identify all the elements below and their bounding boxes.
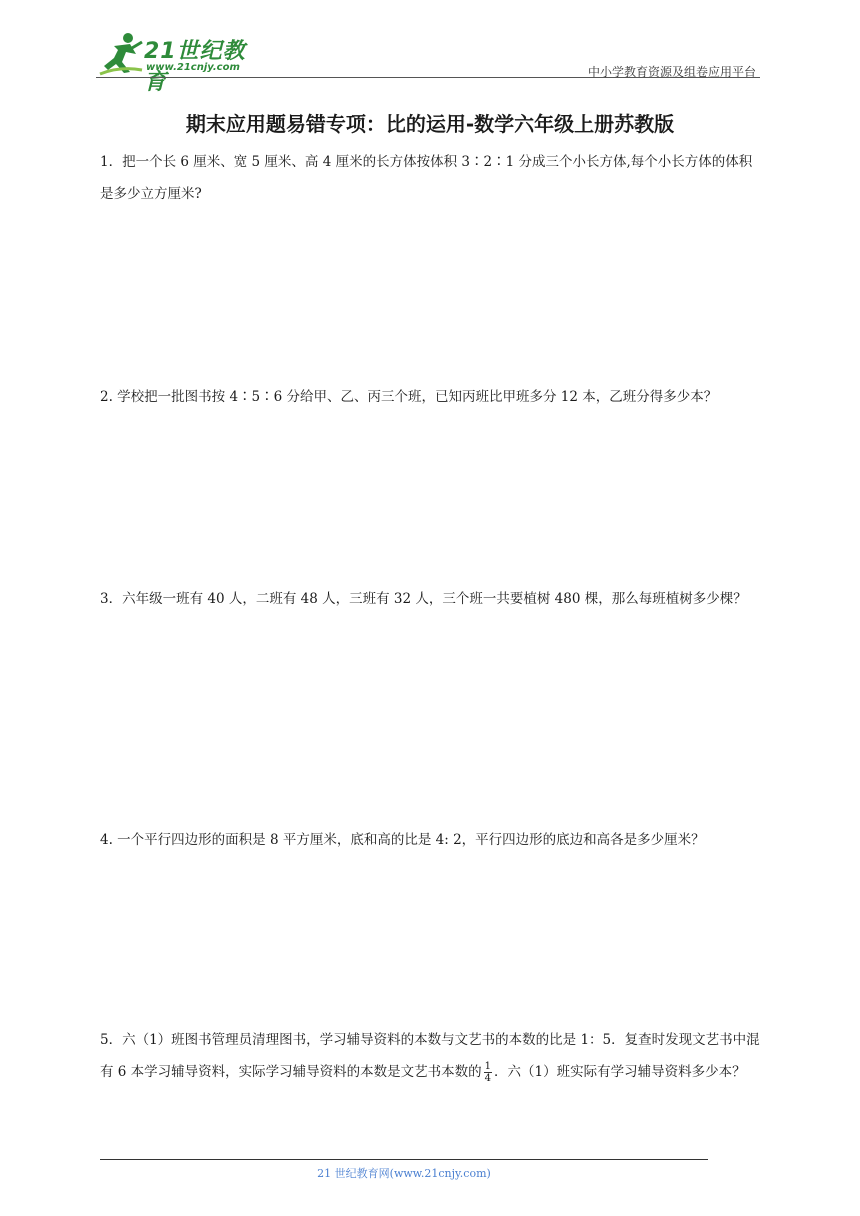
runner-logo-icon [96, 30, 146, 76]
question-5 [100, 1024, 760, 1088]
footer-divider [100, 1159, 708, 1160]
page-title: 期末应用题易错专项：比的运用-数学六年级上册苏教版 [185, 112, 675, 136]
fraction-numerator: 1 [484, 1061, 492, 1072]
page-header [96, 30, 760, 95]
platform-name: 中小学教育资源及组卷应用平台 [587, 65, 756, 79]
fraction [484, 1061, 492, 1084]
logo-url: www.21cnjy.com [146, 62, 240, 73]
logo [96, 30, 266, 95]
header-divider [96, 77, 760, 78]
question-3: 3．六年级一班有 40 人，二班有 48 人，三班有 32 人，三个班一共要植树 480 棵，那么每班植树多少棵？ [100, 591, 747, 607]
question-2: 2. 学校把一批图书按 4∶5∶6 分给甲、乙、丙三个班，已知丙班比甲班多分 12 本，乙班分得多少本？ [100, 389, 718, 405]
question-4: 4. 一个平行四边形的面积是 8 平方厘米，底和高的比是 4: 2，平行四边形的底边和高各是多少厘米？ [100, 832, 705, 848]
question-5-text-after: ．六（1）班实际有学习辅导资料多少本？ [494, 1064, 746, 1080]
logo-text: 21世纪教育 [144, 39, 246, 95]
fraction-denominator: 4 [484, 1073, 492, 1084]
question-1: 1．把一个长 6 厘米、宽 5 厘米、高 4 厘米的长方体按体积 3∶2∶1 分成三个小长方体,每个小长方体的体积是多少立方厘米? [100, 154, 753, 202]
footer-text: 21 世纪教育网(www.21cnjy.com) [317, 1167, 491, 1180]
question-5-text-before: 5．六（1）班图书管理员清理图书，学习辅导资料的本数与文艺书的本数的比是 1：5．复查时发现文艺书中混有 6 本学习辅导资料，实际学习辅导资料的本数是文艺书本数的 [100, 1032, 760, 1080]
